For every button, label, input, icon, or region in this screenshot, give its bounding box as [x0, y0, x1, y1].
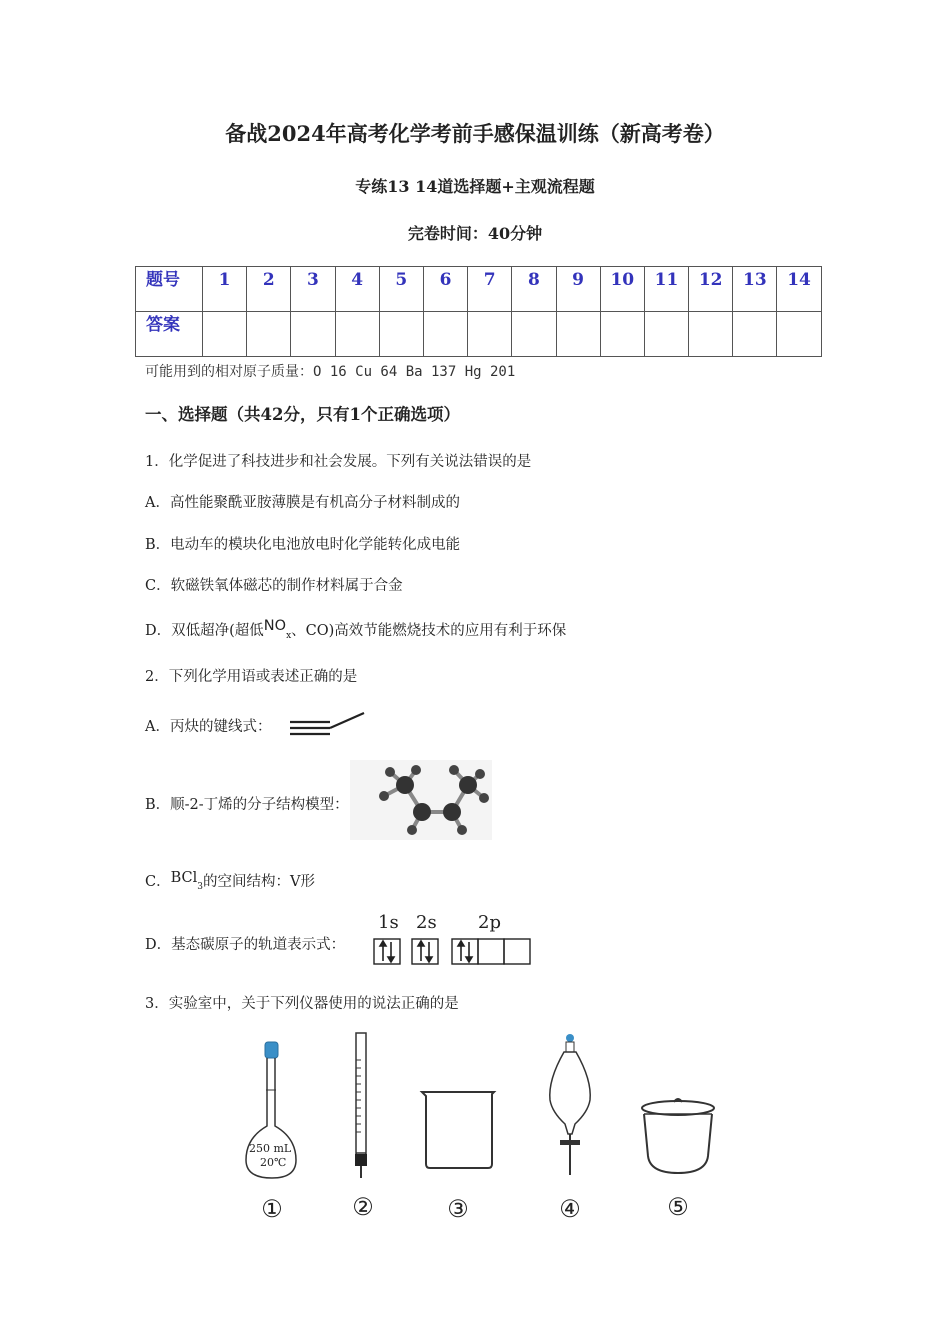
propyne-skeletal-formula [286, 710, 368, 740]
question-number-cell: 1 [203, 267, 247, 312]
flask-temp-label: 20℃ [260, 1156, 287, 1169]
crucible [642, 1099, 714, 1173]
answer-cell[interactable] [600, 312, 644, 357]
separatory-funnel [550, 1034, 590, 1175]
burette [355, 1033, 367, 1178]
q1-option-a: A．高性能聚酰亚胺薄膜是有机高分子材料制成的 [145, 495, 460, 511]
question-number-cell: 11 [644, 267, 688, 312]
question-number-cell: 5 [379, 267, 423, 312]
question-number-cell: 8 [512, 267, 556, 312]
orbital-label-2p: 2p [478, 912, 501, 933]
answer-cell[interactable] [379, 312, 423, 357]
answer-cell[interactable] [468, 312, 512, 357]
answer-table-number-row [136, 267, 822, 312]
answer-cell[interactable] [644, 312, 688, 357]
answer-cell[interactable] [689, 312, 733, 357]
apparatus-label-3: ③ [447, 1195, 469, 1223]
page-subtitle: 专练13 14道选择题+主观流程题 [355, 177, 595, 196]
answer-cell[interactable] [556, 312, 600, 357]
apparatus-label-2: ② [352, 1193, 374, 1221]
orbital-label-1s: 1s [378, 912, 399, 933]
answer-cell[interactable] [247, 312, 291, 357]
answer-cell[interactable] [335, 312, 379, 357]
answer-cell[interactable] [203, 312, 247, 357]
section-heading: 一、选择题（共42分，只有1个正确选项） [145, 405, 460, 424]
nox-formula: NO [263, 618, 287, 634]
question-number-cell: 13 [733, 267, 777, 312]
q2-stem: 2．下列化学用语或表述正确的是 [145, 669, 358, 685]
q2-option-d: D．基态碳原子的轨道表示式： [145, 937, 346, 953]
bcl3-subscript: 3 [197, 882, 204, 892]
answer-cell[interactable] [777, 312, 821, 357]
question-number-cell: 2 [247, 267, 291, 312]
answer-cell[interactable] [733, 312, 777, 357]
volumetric-flask [246, 1042, 296, 1178]
answer-table-answer-row [136, 312, 822, 357]
answer-row-label: 答案 [136, 312, 203, 357]
apparatus-label-1: ① [261, 1195, 283, 1223]
orbital-label-2s: 2s [416, 912, 437, 933]
answer-cell[interactable] [291, 312, 335, 357]
q1-option-d-text-start: D．双低超净(超低 [145, 623, 264, 639]
question-number-cell: 3 [291, 267, 335, 312]
q1-option-d-text-end: 、CO)高效节能燃烧技术的应用有利于环保 [291, 623, 567, 639]
question-number-cell: 9 [556, 267, 600, 312]
q1-option-b: B．电动车的模块化电池放电时化学能转化成电能 [145, 537, 461, 553]
question-number-cell: 6 [423, 267, 467, 312]
beaker [422, 1092, 494, 1168]
answer-table [135, 266, 822, 357]
question-number-cell: 14 [777, 267, 821, 312]
q2-option-a: A．丙炔的键线式： [145, 719, 272, 735]
question-number-cell: 10 [600, 267, 644, 312]
number-row-label: 题号 [136, 267, 203, 312]
carbon-orbital-diagram [372, 937, 534, 967]
q1-stem: 1．化学促进了科技进步和社会发展。下列有关说法错误的是 [145, 454, 532, 470]
question-number-cell: 7 [468, 267, 512, 312]
q3-stem: 3．实验室中，关于下列仪器使用的说法正确的是 [145, 996, 459, 1012]
q1-option-c: C．软磁铁氧体磁芯的制作材料属于合金 [145, 578, 403, 594]
answer-cell[interactable] [512, 312, 556, 357]
answer-cell[interactable] [423, 312, 467, 357]
q2-option-c-text: 的空间结构：V形 [203, 874, 315, 890]
bcl3-formula: BCl [170, 870, 198, 886]
time-limit: 完卷时间：40分钟 [407, 224, 543, 243]
cis-2-butene-model [350, 760, 492, 840]
page-title: 备战2024年高考化学考前手感保温训练（新高考卷） [225, 121, 725, 146]
nox-subscript: x [286, 631, 292, 641]
apparatus-label-5: ⑤ [667, 1193, 689, 1221]
q2-option-b: B．顺-2-丁烯的分子结构模型： [145, 797, 349, 813]
question-number-cell: 4 [335, 267, 379, 312]
q2-option-c-prefix: C． [145, 874, 171, 890]
apparatus-label-4: ④ [559, 1195, 581, 1223]
question-number-cell: 12 [689, 267, 733, 312]
atomic-mass-note: 可能用到的相对原子质量：O 16 Cu 64 Ba 137 Hg 201 [145, 364, 516, 380]
flask-volume-label: 250 mL [249, 1142, 292, 1155]
q1-option-d [145, 619, 566, 641]
q2-option-c [145, 870, 315, 892]
lab-apparatus-figure [230, 1030, 730, 1230]
